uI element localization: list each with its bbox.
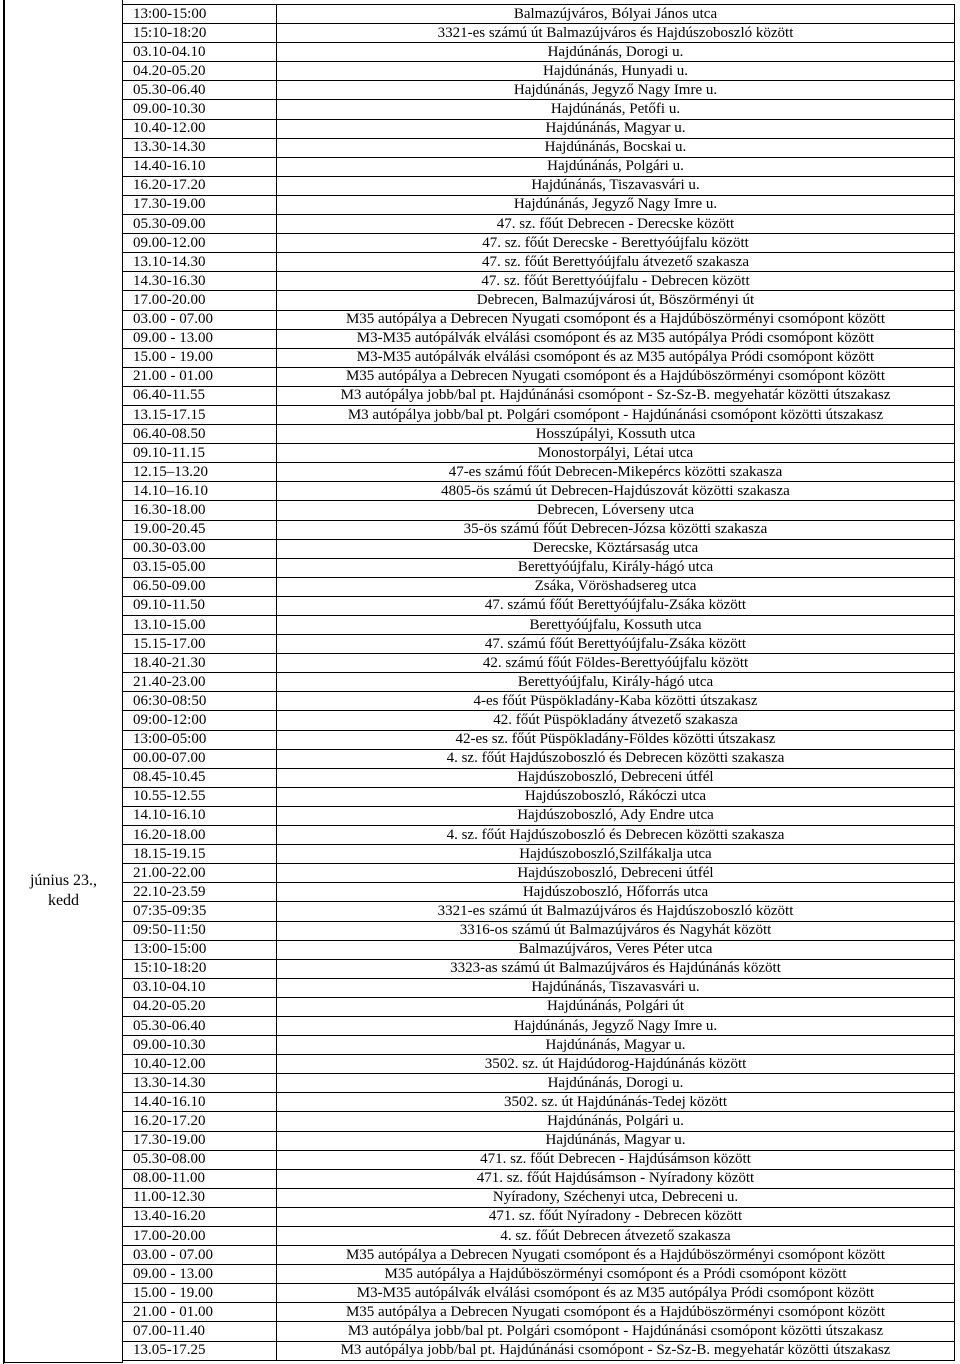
location-cell: 47. számú főút Berettyóújfalu-Zsáka között <box>277 635 955 654</box>
table-row <box>123 730 955 749</box>
table-row <box>123 1322 955 1341</box>
location-cell: 471. sz. főút Hajdúsámson - Nyíradony között <box>277 1169 955 1188</box>
time-cell: 06:30-08:50 <box>123 692 277 711</box>
time-cell: 17.30-19.00 <box>123 1131 277 1150</box>
time-cell: 07.00-11.40 <box>123 1322 277 1341</box>
table-row <box>123 482 955 501</box>
table-row <box>123 425 955 444</box>
time-cell: 13.15-17.15 <box>123 405 277 424</box>
location-cell: Hajdúnánás, Dorogi u. <box>277 43 955 62</box>
location-cell: Hajdúnánás, Tiszavasvári u. <box>277 978 955 997</box>
time-cell: 09.00-10.30 <box>123 100 277 119</box>
time-cell: 12.15–13.20 <box>123 463 277 482</box>
table-row <box>123 253 955 272</box>
location-cell: Hosszúpályi, Kossuth utca <box>277 425 955 444</box>
location-cell: Monostorpályi, Létai utca <box>277 444 955 463</box>
table-row <box>123 176 955 195</box>
location-cell: M35 autópálya a Debrecen Nyugati csomópont és a Hajdúböszörményi csomópont között <box>277 1303 955 1322</box>
table-row <box>123 1036 955 1055</box>
table-row <box>123 826 955 845</box>
location-cell: 47-es számú főút Debrecen-Mikepércs közötti szakasza <box>277 463 955 482</box>
time-cell: 13.30-14.30 <box>123 1074 277 1093</box>
location-cell: Hajdúnánás, Polgári út <box>277 997 955 1016</box>
time-cell: 15:10-18:20 <box>123 959 277 978</box>
location-cell: Derecske, Köztársaság utca <box>277 539 955 558</box>
table-row <box>123 463 955 482</box>
table-row <box>123 405 955 424</box>
location-cell: 47. sz. főút Derecske - Berettyóújfalu között <box>277 234 955 253</box>
table-row <box>123 1112 955 1131</box>
table-row <box>123 138 955 157</box>
location-cell: M3-M35 autópálvák elválási csomópont és az M35 autópálya Pródi csomópont között <box>277 329 955 348</box>
time-cell: 03.15-05.00 <box>123 558 277 577</box>
location-cell: Hajdúnánás, Hunyadi u. <box>277 62 955 81</box>
table-row <box>123 520 955 539</box>
date-label-line1: június 23., <box>29 872 98 889</box>
time-cell: 05.30-08.00 <box>123 1150 277 1169</box>
time-cell: 15.00 - 19.00 <box>123 348 277 367</box>
time-cell: 16.30-18.00 <box>123 501 277 520</box>
time-cell: 05.30-09.00 <box>123 215 277 234</box>
table-row <box>123 1093 955 1112</box>
time-cell: 07:35-09:35 <box>123 902 277 921</box>
location-cell: M35 autópálya a Debrecen Nyugati csomópont és a Hajdúböszörményi csomópont között <box>277 310 955 329</box>
time-cell: 14.40-16.10 <box>123 1093 277 1112</box>
table-row <box>123 234 955 253</box>
table-row <box>123 768 955 787</box>
table-row <box>123 959 955 978</box>
table-row <box>123 940 955 959</box>
location-cell: Hajdúszoboszló, Ady Endre utca <box>277 806 955 825</box>
table-row <box>123 1055 955 1074</box>
table-row <box>123 157 955 176</box>
table-row <box>123 692 955 711</box>
table-row <box>123 5 955 24</box>
table-row <box>123 558 955 577</box>
location-cell: Hajdúnánás, Magyar u. <box>277 1036 955 1055</box>
time-cell: 16.20-17.20 <box>123 1112 277 1131</box>
location-cell: Balmazújváros, Bólyai János utca <box>277 5 955 24</box>
table-row <box>123 1016 955 1035</box>
time-cell: 15:10-18:20 <box>123 24 277 43</box>
location-cell: Hajdúszoboszló,Szilfákalja utca <box>277 845 955 864</box>
table-row <box>123 806 955 825</box>
time-cell: 18.15-19.15 <box>123 845 277 864</box>
location-cell: Nyíradony, Széchenyi utca, Debreceni u. <box>277 1188 955 1207</box>
location-cell: 4. sz. főút Hajdúszoboszló és Debrecen közötti szakasza <box>277 749 955 768</box>
time-cell: 15.15-17.00 <box>123 635 277 654</box>
table-row <box>123 1207 955 1226</box>
table-row <box>123 291 955 310</box>
time-cell: 19.00-20.45 <box>123 520 277 539</box>
table-row <box>123 539 955 558</box>
time-cell: 09:00-12:00 <box>123 711 277 730</box>
location-cell: 47. sz. főút Debrecen - Derecske között <box>277 215 955 234</box>
time-cell: 05.30-06.40 <box>123 81 277 100</box>
time-cell: 04.20-05.20 <box>123 62 277 81</box>
location-cell: M3 autópálya jobb/bal pt. Hajdúnánási csomópont - Sz-Sz-B. megyehatár közötti útszakasz <box>277 386 955 405</box>
location-cell: 42. főút Püspökladány átvezető szakasza <box>277 711 955 730</box>
location-cell: 3321-es számú út Balmazújváros és Hajdúszoboszló között <box>277 902 955 921</box>
schedule-table-body <box>123 5 955 1361</box>
location-cell: 3502. sz. út Hajdúdorog-Hajdúnánás között <box>277 1055 955 1074</box>
time-cell: 06.50-09.00 <box>123 577 277 596</box>
location-cell: 35-ös számú főút Debrecen-Józsa közötti szakasza <box>277 520 955 539</box>
location-cell: Hajdúszoboszló, Debreceni útfél <box>277 768 955 787</box>
time-cell: 14.10-16.10 <box>123 806 277 825</box>
table-row <box>123 24 955 43</box>
table-row <box>123 348 955 367</box>
date-column <box>4 0 123 1363</box>
table-row <box>123 215 955 234</box>
time-cell: 09.00 - 13.00 <box>123 1265 277 1284</box>
table-row <box>123 119 955 138</box>
location-cell: Hajdúnánás, Dorogi u. <box>277 1074 955 1093</box>
location-cell: Hajdúszoboszló, Debreceni útfél <box>277 864 955 883</box>
time-cell: 21.00-22.00 <box>123 864 277 883</box>
location-cell: M35 autópálya a Debrecen Nyugati csomópont és a Hajdúböszörményi csomópont között <box>277 367 955 386</box>
table-row <box>123 845 955 864</box>
time-cell: 08.00-11.00 <box>123 1169 277 1188</box>
table-row <box>123 711 955 730</box>
schedule-table <box>122 4 955 1361</box>
table-row <box>123 654 955 673</box>
location-cell: 4. sz. főút Hajdúszoboszló és Debrecen közötti szakasza <box>277 826 955 845</box>
time-cell: 04.20-05.20 <box>123 997 277 1016</box>
date-label-line2: kedd <box>47 892 80 909</box>
location-cell: Hajdúszoboszló, Rákóczi utca <box>277 787 955 806</box>
time-cell: 09.00-10.30 <box>123 1036 277 1055</box>
location-cell: M3 autópálya jobb/bal pt. Hajdúnánási csomópont - Sz-Sz-B. megyehatár közötti útszakasz <box>277 1341 955 1360</box>
time-cell: 00.00-07.00 <box>123 749 277 768</box>
table-row <box>123 1131 955 1150</box>
table-row <box>123 864 955 883</box>
table-row <box>123 100 955 119</box>
table-row <box>123 81 955 100</box>
table-row <box>123 1246 955 1265</box>
table-row <box>123 386 955 405</box>
time-cell: 16.20-17.20 <box>123 176 277 195</box>
table-row <box>123 1150 955 1169</box>
time-cell: 03.10-04.10 <box>123 978 277 997</box>
time-cell: 14.40-16.10 <box>123 157 277 176</box>
table-row <box>123 1188 955 1207</box>
location-cell: Hajdúnánás, Jegyző Nagy Imre u. <box>277 195 955 214</box>
time-cell: 15.00 - 19.00 <box>123 1284 277 1303</box>
time-cell: 10.55-12.55 <box>123 787 277 806</box>
location-cell: Hajdúnánás, Jegyző Nagy Imre u. <box>277 81 955 100</box>
location-cell: M3 autópálya jobb/bal pt. Polgári csomópont - Hajdúnánási csomópont közötti útszakasz <box>277 405 955 424</box>
table-row <box>123 310 955 329</box>
location-cell: 42. számú főút Földes-Berettyóújfalu között <box>277 654 955 673</box>
time-cell: 09.00-12.00 <box>123 234 277 253</box>
location-cell: M3-M35 autópálvák elválási csomópont és az M35 autópálya Pródi csomópont között <box>277 348 955 367</box>
time-cell: 13.30-14.30 <box>123 138 277 157</box>
time-cell: 21.40-23.00 <box>123 673 277 692</box>
table-row <box>123 978 955 997</box>
location-cell: M35 autópálya a Debrecen Nyugati csomópont és a Hajdúböszörményi csomópont között <box>277 1246 955 1265</box>
time-cell: 17.30-19.00 <box>123 195 277 214</box>
location-cell: 47. sz. főút Berettyóújfalu átvezető szakasza <box>277 253 955 272</box>
table-row <box>123 367 955 386</box>
table-row <box>123 329 955 348</box>
location-cell: 471. sz. főút Nyíradony - Debrecen között <box>277 1207 955 1226</box>
location-cell: Hajdúnánás, Polgári u. <box>277 157 955 176</box>
time-cell: 18.40-21.30 <box>123 654 277 673</box>
time-cell: 03.10-04.10 <box>123 43 277 62</box>
table-row <box>123 635 955 654</box>
table-row <box>123 1303 955 1322</box>
location-cell: Hajdúnánás, Magyar u. <box>277 1131 955 1150</box>
table-row <box>123 1169 955 1188</box>
location-cell: 47. sz. főút Berettyóújfalu - Debrecen között <box>277 272 955 291</box>
location-cell: Hajdúnánás, Tiszavasvári u. <box>277 176 955 195</box>
table-row <box>123 62 955 81</box>
location-cell: Hajdúnánás, Bocskai u. <box>277 138 955 157</box>
location-cell: 471. sz. főút Debrecen - Hajdúsámson között <box>277 1150 955 1169</box>
table-row <box>123 577 955 596</box>
time-cell: 08.45-10.45 <box>123 768 277 787</box>
location-cell: 47. számú főút Berettyóújfalu-Zsáka között <box>277 596 955 615</box>
table-row <box>123 195 955 214</box>
location-cell: Debrecen, Lóverseny utca <box>277 501 955 520</box>
time-cell: 14.10–16.10 <box>123 482 277 501</box>
table-row <box>123 596 955 615</box>
table-row <box>123 1265 955 1284</box>
location-cell: Hajdúnánás, Petőfi u. <box>277 100 955 119</box>
time-cell: 13:00-15:00 <box>123 5 277 24</box>
location-cell: Hajdúnánás, Magyar u. <box>277 119 955 138</box>
time-cell: 13.10-14.30 <box>123 253 277 272</box>
location-cell: Berettyóújfalu, Király-hágó utca <box>277 558 955 577</box>
table-row <box>123 43 955 62</box>
time-cell: 09:50-11:50 <box>123 921 277 940</box>
time-cell: 14.30-16.30 <box>123 272 277 291</box>
time-cell: 17.00-20.00 <box>123 291 277 310</box>
location-cell: 3316-os számú út Balmazújváros és Nagyhát között <box>277 921 955 940</box>
location-cell: M3-M35 autópálvák elválási csomópont és az M35 autópálya Pródi csomópont között <box>277 1284 955 1303</box>
time-cell: 13.40-16.20 <box>123 1207 277 1226</box>
time-cell: 09.00 - 13.00 <box>123 329 277 348</box>
location-cell: 3323-as számú út Balmazújváros és Hajdúnánás között <box>277 959 955 978</box>
time-cell: 10.40-12.00 <box>123 1055 277 1074</box>
table-row <box>123 902 955 921</box>
time-cell: 11.00-12.30 <box>123 1188 277 1207</box>
table-row <box>123 1074 955 1093</box>
time-cell: 21.00 - 01.00 <box>123 1303 277 1322</box>
table-row <box>123 787 955 806</box>
location-cell: Hajdúszoboszló, Hőforrás utca <box>277 883 955 902</box>
table-row <box>123 1227 955 1246</box>
location-cell: 42-es sz. főút Püspökladány-Földes közötti útszakasz <box>277 730 955 749</box>
table-row <box>123 997 955 1016</box>
time-cell: 05.30-06.40 <box>123 1016 277 1035</box>
time-cell: 13.10-15.00 <box>123 616 277 635</box>
time-cell: 13:00-15:00 <box>123 940 277 959</box>
location-cell: 3502. sz. út Hajdúnánás-Tedej között <box>277 1093 955 1112</box>
location-cell: Hajdúnánás, Jegyző Nagy Imre u. <box>277 1016 955 1035</box>
location-cell: Berettyóújfalu, Kossuth utca <box>277 616 955 635</box>
table-row <box>123 1284 955 1303</box>
location-cell: Balmazújváros, Veres Péter utca <box>277 940 955 959</box>
table-row <box>123 921 955 940</box>
location-cell: 4805-ös számú út Debrecen-Hajdúszovát közötti szakasza <box>277 482 955 501</box>
location-cell: 3321-es számú út Balmazújváros és Hajdúszoboszló között <box>277 24 955 43</box>
time-cell: 06.40-08.50 <box>123 425 277 444</box>
time-cell: 21.00 - 01.00 <box>123 367 277 386</box>
table-row <box>123 673 955 692</box>
time-cell: 17.00-20.00 <box>123 1227 277 1246</box>
location-cell: Debrecen, Balmazújvárosi út, Böszörményi út <box>277 291 955 310</box>
time-cell: 22.10-23.59 <box>123 883 277 902</box>
table-row <box>123 1341 955 1360</box>
table-row <box>123 883 955 902</box>
location-cell: Zsáka, Vöröshadsereg utca <box>277 577 955 596</box>
time-cell: 03.00 - 07.00 <box>123 1246 277 1265</box>
location-cell: M35 autópálya a Hajdúböszörményi csomópont és a Pródi csomópont között <box>277 1265 955 1284</box>
table-row <box>123 444 955 463</box>
time-cell: 13:00-05:00 <box>123 730 277 749</box>
time-cell: 13.05-17.25 <box>123 1341 277 1360</box>
location-cell: M3 autópálya jobb/bal pt. Polgári csomópont - Hajdúnánási csomópont közötti útszakasz <box>277 1322 955 1341</box>
table-row <box>123 501 955 520</box>
table-row <box>123 616 955 635</box>
table-row <box>123 749 955 768</box>
time-cell: 00.30-03.00 <box>123 539 277 558</box>
location-cell: Berettyóújfalu, Király-hágó utca <box>277 673 955 692</box>
time-cell: 06.40-11.55 <box>123 386 277 405</box>
location-cell: 4-es főút Püspökladány-Kaba közötti útszakasz <box>277 692 955 711</box>
location-cell: Hajdúnánás, Polgári u. <box>277 1112 955 1131</box>
time-cell: 09.10-11.15 <box>123 444 277 463</box>
time-cell: 03.00 - 07.00 <box>123 310 277 329</box>
location-cell: 4. sz. főút Debrecen átvezető szakasza <box>277 1227 955 1246</box>
time-cell: 09.10-11.50 <box>123 596 277 615</box>
date-label <box>5 871 122 911</box>
time-cell: 10.40-12.00 <box>123 119 277 138</box>
time-cell: 16.20-18.00 <box>123 826 277 845</box>
table-row <box>123 272 955 291</box>
